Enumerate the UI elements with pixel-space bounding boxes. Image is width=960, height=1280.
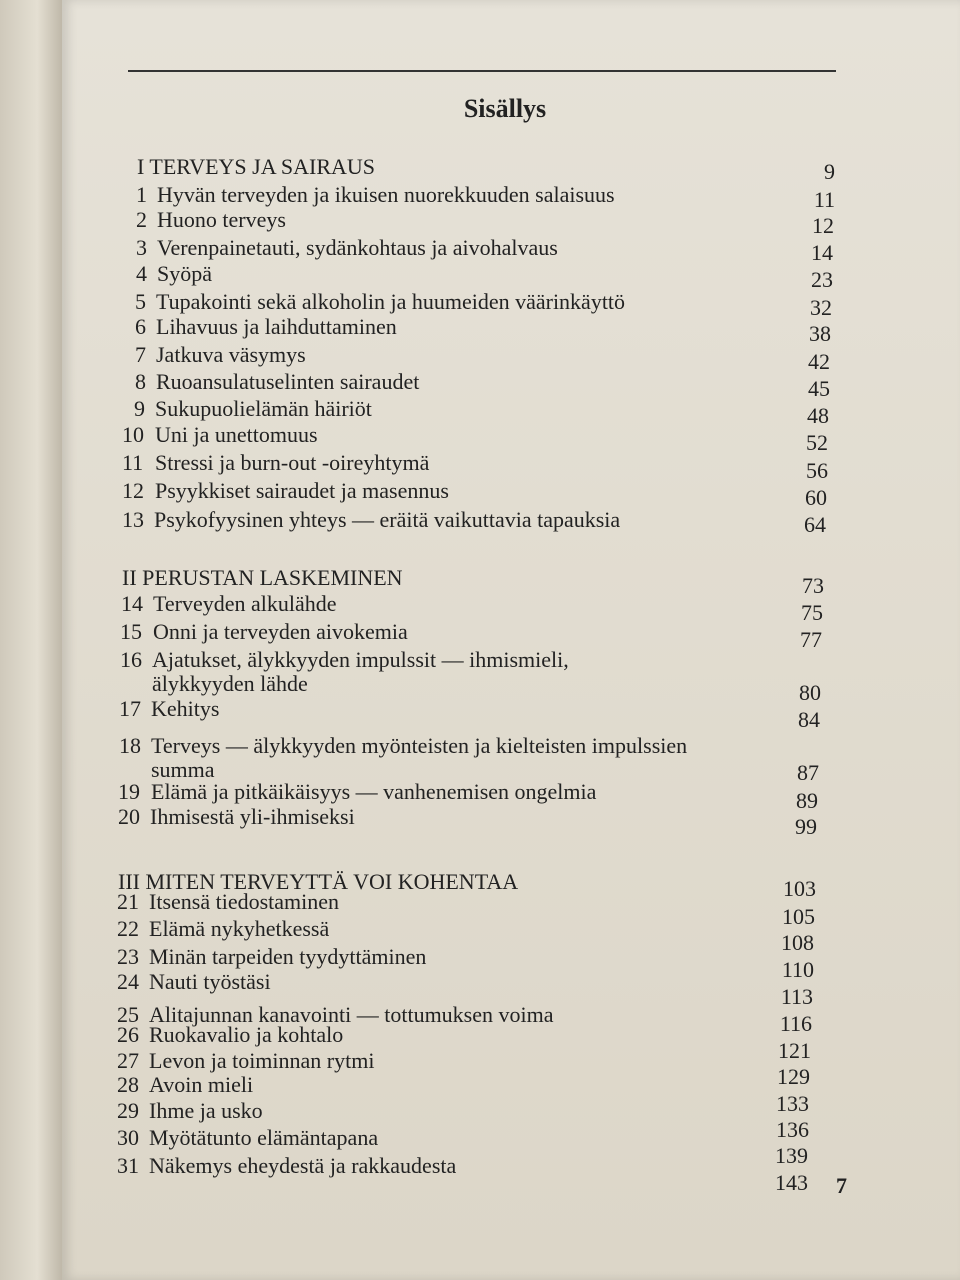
part-page-number: 9	[824, 159, 835, 184]
chapter-page-number: 32	[810, 295, 832, 320]
chapter-title: Minän tarpeiden tyydyttäminen	[149, 944, 427, 969]
chapter-number: 25	[117, 1002, 139, 1027]
chapter-title: Ruokavalio ja kohtalo	[149, 1022, 344, 1047]
chapter-page-number: 56	[806, 458, 828, 483]
chapter-title-continued: summa	[151, 757, 215, 782]
chapter-title: Terveyden alkulähde	[153, 591, 337, 616]
chapter-number: 12	[122, 478, 144, 503]
part-page-number: 73	[802, 573, 824, 598]
chapter-number: 6	[135, 314, 146, 339]
chapter-page-number: 64	[804, 512, 826, 537]
part-heading: II PERUSTAN LASKEMINEN	[122, 565, 403, 590]
chapter-title: Stressi ja burn-out -oireyhtymä	[155, 450, 430, 475]
chapter-number: 18	[119, 733, 141, 758]
chapter-page-number: 108	[781, 930, 814, 955]
chapter-title: Hyvän terveyden ja ikuisen nuorekkuuden salaisuus	[157, 182, 615, 207]
chapter-title: Kehitys	[151, 696, 220, 721]
chapter-number: 17	[119, 696, 141, 721]
chapter-number: 26	[117, 1022, 139, 1047]
chapter-page-number: 133	[776, 1091, 809, 1116]
book-gutter	[0, 0, 62, 1280]
chapter-title: Itsensä tiedostaminen	[149, 889, 340, 914]
part-heading: III MITEN TERVEYTTÄ VOI KOHENTAA	[118, 869, 519, 894]
chapter-number: 1	[136, 182, 147, 207]
chapter-page-number: 60	[805, 485, 827, 510]
chapter-page-number: 48	[807, 403, 829, 428]
chapter-page-number: 136	[776, 1117, 809, 1142]
part-page-number: 103	[783, 876, 816, 901]
chapter-title: Verenpainetauti, sydänkohtaus ja aivohalvaus	[157, 235, 558, 260]
chapter-page-number: 89	[796, 788, 818, 813]
chapter-number: 4	[136, 261, 147, 286]
chapter-page-number: 105	[782, 904, 815, 929]
chapter-number: 8	[135, 369, 146, 394]
chapter-number: 13	[122, 507, 144, 532]
chapter-page-number: 80	[799, 680, 821, 705]
chapter-number: 24	[117, 969, 139, 994]
chapter-title: Jatkuva väsymys	[156, 342, 306, 367]
chapter-title: Tupakointi sekä alkoholin ja huumeiden väärinkäyttö	[156, 289, 626, 314]
chapter-title: Lihavuus ja laihduttaminen	[156, 314, 397, 339]
part-heading: I TERVEYS JA SAIRAUS	[137, 154, 376, 179]
page-title: Sisällys	[463, 94, 547, 123]
chapter-title: Huono terveys	[157, 207, 286, 232]
chapter-page-number: 75	[801, 600, 823, 625]
chapter-title: Alitajunnan kanavointi — tottumuksen voima	[149, 1002, 554, 1027]
chapter-title: Ihme ja usko	[149, 1098, 263, 1123]
chapter-number: 7	[135, 342, 146, 367]
chapter-page-number: 52	[806, 430, 828, 455]
chapter-page-number: 23	[811, 267, 833, 292]
chapter-title: Elämä nykyhetkessä	[149, 916, 330, 941]
chapter-page-number: 84	[798, 707, 820, 732]
chapter-number: 15	[120, 619, 142, 644]
chapter-title: Elämä ja pitkäikäisyys — vanhenemisen ongelmia	[151, 779, 597, 804]
chapter-page-number: 121	[778, 1038, 811, 1063]
chapter-page-number: 139	[775, 1143, 808, 1168]
chapter-title: Myötätunto elämäntapana	[149, 1125, 379, 1150]
chapter-number: 10	[122, 422, 144, 447]
chapter-page-number: 99	[795, 814, 817, 839]
chapter-number: 21	[117, 889, 139, 914]
chapter-number: 28	[117, 1072, 139, 1097]
chapter-page-number: 113	[780, 984, 813, 1009]
header-rule	[128, 70, 836, 72]
chapter-number: 16	[120, 647, 142, 672]
chapter-page-number: 87	[797, 760, 819, 785]
chapter-number: 19	[118, 779, 140, 804]
chapter-page-number: 143	[775, 1170, 808, 1195]
chapter-number: 14	[121, 591, 143, 616]
chapter-title: Psykofyysinen yhteys — eräitä vaikuttavia tapauksia	[154, 507, 621, 532]
chapter-number: 9	[134, 396, 145, 421]
chapter-title: Onni ja terveyden aivokemia	[153, 619, 408, 644]
chapter-title: Ruoansulatuselinten sairaudet	[156, 369, 420, 394]
chapter-number: 11	[122, 450, 144, 475]
chapter-title: Ihmisestä yli-ihmiseksi	[150, 804, 355, 829]
chapter-page-number: 45	[808, 376, 830, 401]
chapter-number: 22	[117, 916, 139, 941]
chapter-page-number: 12	[812, 213, 834, 238]
chapter-title: Syöpä	[157, 261, 212, 286]
chapter-title: Uni ja unettomuus	[155, 422, 318, 447]
chapter-number: 31	[117, 1153, 139, 1178]
chapter-title: Levon ja toiminnan rytmi	[149, 1048, 375, 1073]
chapter-title: Terveys — älykkyyden myönteisten ja kielteisten impulssien	[151, 733, 688, 758]
chapter-number: 27	[117, 1048, 139, 1073]
chapter-page-number: 42	[808, 349, 830, 374]
chapter-number: 29	[117, 1098, 139, 1123]
page-number: 7	[836, 1173, 847, 1198]
chapter-page-number: 129	[777, 1064, 810, 1089]
chapter-title: Näkemys eheydestä ja rakkaudesta	[149, 1153, 457, 1178]
chapter-number: 3	[136, 235, 147, 260]
chapter-title: Sukupuolielämän häiriöt	[155, 396, 372, 421]
chapter-page-number: 38	[809, 321, 831, 346]
chapter-title: Nauti työstäsi	[149, 969, 271, 994]
chapter-title: Avoin mieli	[149, 1072, 254, 1097]
chapter-number: 5	[135, 289, 146, 314]
chapter-page-number: 77	[800, 627, 822, 652]
chapter-page-number: 110	[781, 957, 814, 982]
chapter-title-continued: älykkyyden lähde	[152, 671, 308, 696]
chapter-number: 20	[118, 804, 140, 829]
chapter-page-number: 14	[811, 240, 833, 265]
chapter-number: 2	[136, 207, 147, 232]
chapter-page-number: 11	[813, 187, 835, 212]
chapter-title: Psyykkiset sairaudet ja masennus	[155, 478, 449, 503]
chapter-title: Ajatukset, älykkyyden impulssit — ihmismieli,	[152, 647, 569, 672]
chapter-number: 23	[117, 944, 139, 969]
chapter-page-number: 116	[779, 1011, 812, 1036]
chapter-number: 30	[117, 1125, 139, 1150]
